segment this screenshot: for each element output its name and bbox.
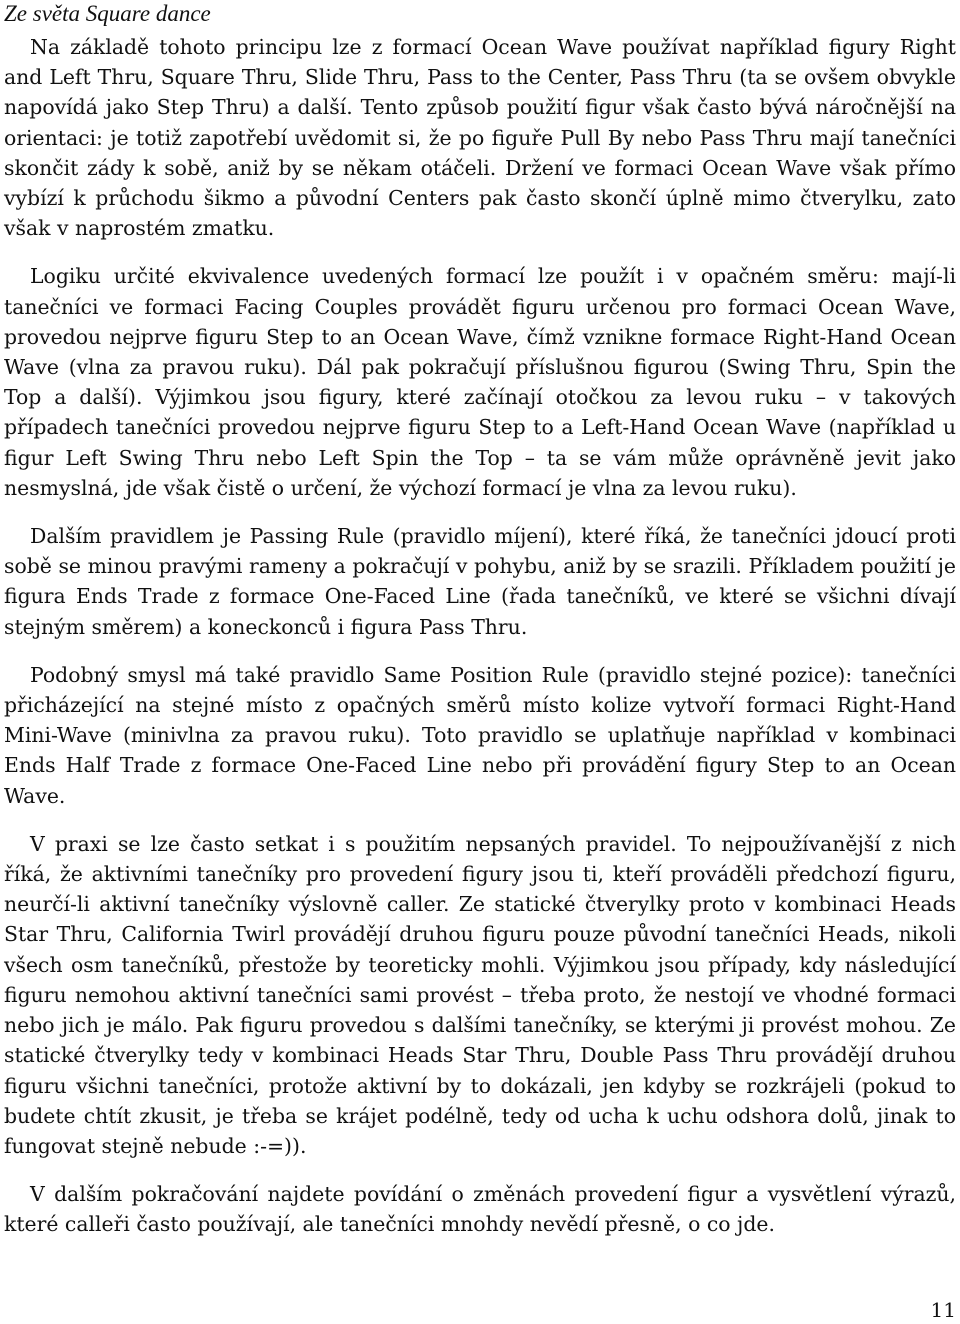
paragraph-4: Podobný smysl má také pravidlo Same Position Rule (pravidlo stejné pozice): tanečníci přicházející na stejné místo z opačných směrů místo kolize vytvoří formaci Right-Hand Mini-Wave (minivlna za pravou ruku). Toto pravidlo se uplatňuje například v kombinaci Ends Half Trade z formace One-Faced Line nebo při provádění figury Step to an Ocean Wave.	[4, 662, 956, 808]
paragraph-1: Na základě tohoto principu lze z formací Ocean Wave používat například figury Right and Left Thru, Square Thru, Slide Thru, Pass to the Center, Pass Thru (ta se ovšem obvykle napovídá jako Step Thru) a další. Tento způsob použití figur však často bývá náročnější na orientaci: je totiž zapotřebí uvědomit si, že po figuře Pull By nebo Pass Thru mají tanečníci skončit zády k sobě, aniž by se někam otáčeli. Držení ve formaci Ocean Wave však přímo vybízí k průchodu šikmo a původní Centers pak často skončí úplně mimo čtverylku, zato však v naprostém zmatku.	[4, 35, 956, 241]
document-page	[4, 0, 956, 1258]
paragraph-2: Logiku určité ekvivalence uvedených formací lze použít i v opačném směru: mají-li tanečníci ve formaci Facing Couples provádět figuru určenou pro formaci Ocean Wave, provedou nejprve figuru Step to an Ocean Wave, čímž vznikne formace Right-Hand Ocean Wave (vlna za pravou ruku). Dál pak pokračují příslušnou figurou (Swing Thru, Spin the Top a další). Výjimkou jsou figury, které začínají otočkou za levou ruku – v takových případech tanečníci provedou nejprve figuru Step to a Left-Hand Ocean Wave (například u figur Left Swing Thru nebo Left Spin the Top – ta se vám může oprávněně jevit jako nesmyslná, jde však čistě o určení, že výchozí formací je vlna za levou ruku).	[4, 264, 956, 500]
paragraph-3: Dalším pravidlem je Passing Rule (pravidlo míjení), které říká, že tanečníci jdoucí proti sobě se minou pravými rameny a pokračují v pohybu, aniž by se srazili. Příkladem použití je figura Ends Trade z formace One-Faced Line (řada tanečníků, ve které se všichni dívají stejným směrem) a koneckonců i figura Pass Thru.	[4, 524, 956, 639]
running-header: Ze světa Square dance	[4, 1, 211, 26]
page-number: 11	[930, 1298, 956, 1322]
paragraph-6: V dalším pokračování najdete povídání o změnách provedení figur a vysvětlení výrazů, které calleři často používají, ale tanečníci mnohdy nevědí přesně, o co jde.	[4, 1182, 956, 1237]
paragraph-5: V praxi se lze často setkat i s použitím nepsaných pravidel. To nejpoužívanější z nich říká, že aktivními tanečníky pro provedení figury jsou ti, kteří prováděli předchozí figuru, neurčí-li aktivní tanečníky výslovně caller. Ze statické čtverylky proto v kombinaci Heads Star Thru, California Twirl provádějí druhou figuru pouze původní tanečníci Heads, nikoli všech osm tanečníků, přestože by teoreticky mohli. Výjimkou jsou případy, kdy následující figuru nemohou aktivní tanečníci sami provést – třeba proto, že nestojí ve vhodné formaci nebo jich je málo. Pak figuru provedou s dalšími tanečníky, se kterými ji provést mohou. Ze statické čtverylky tedy v kombinaci Heads Star Thru, Double Pass Thru provádějí druhou figuru všichni tanečníci, protože aktivní by to dokázali, jen kdyby se rozkrájeli (pokud to budete chtít zkusit, je třeba se krájet podélně, tedy od ucha k uchu odshora dolů, jinak to fungovat stejně nebude :-=)).	[4, 831, 956, 1158]
